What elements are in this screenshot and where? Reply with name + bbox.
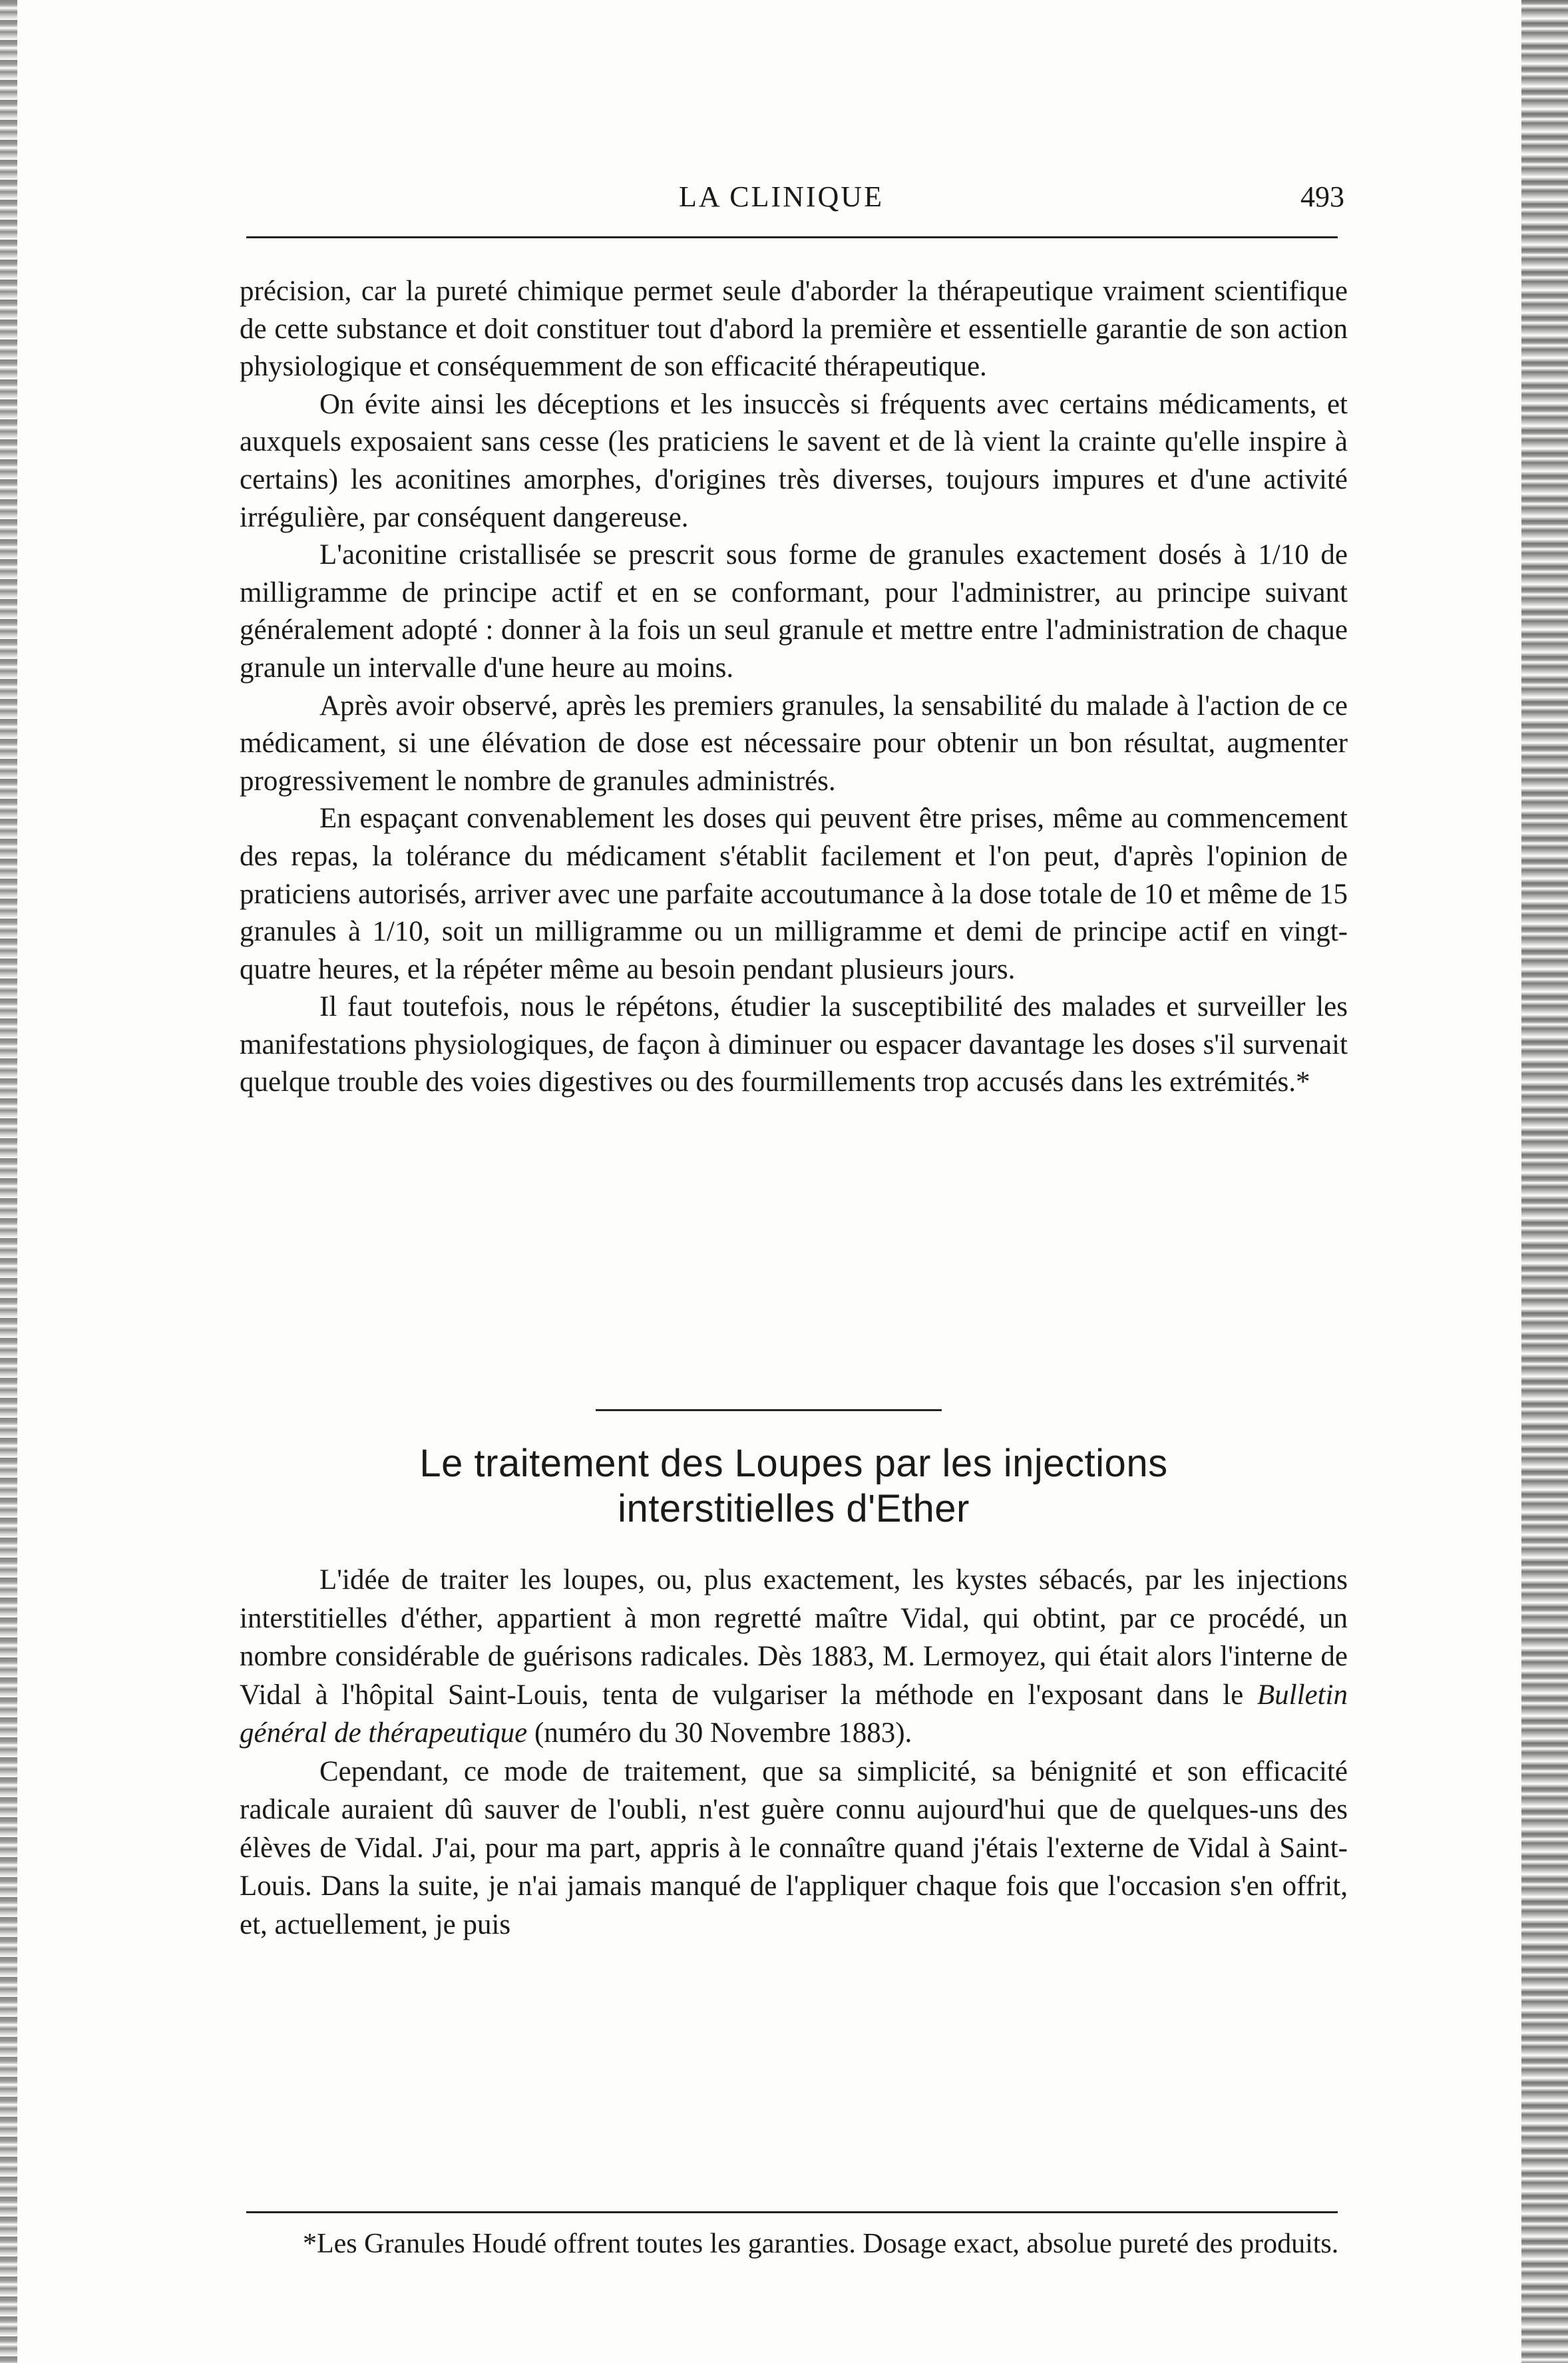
page-header — [240, 180, 1344, 226]
paragraph: Après avoir observé, après les premiers granules, la sensabilité du malade à l'action de ce médicament, si une élévation de dose est nécessaire pour obtenir un bon résultat, augmenter progressivement le nombre de granules administrés. — [240, 690, 1348, 797]
paragraph: Il faut toutefois, nous le répétons, étudier la susceptibilité des malades et surveiller les manifestations physiologiques, de façon à diminuer ou espacer davantage les doses s'il survenait quelque trouble des voies digestives ou des fourmillements trop accusés dans les extrémités.* — [240, 991, 1348, 1098]
paragraph: On évite ainsi les déceptions et les insuccès si fréquents avec certains médicaments, et auxquels exposaient sans cesse (les praticiens le savent et de là vient la crainte qu'elle inspire à certains) les aconitines amorphes, d'origines très diverses, toujours impures et d'une activité irrégulière, par conséquent dangereuse. — [240, 388, 1348, 533]
article-body — [240, 1561, 1348, 1944]
article-paragraph: Cependant, ce mode de traitement, que sa simplicité, sa bénignité et son efficacité radicale auraient dû sauver de l'oubli, n'est guère connu aujourd'hui que de quelques-uns des élèves de Vidal. J'ai, pour ma part, appris à le connaître quand j'étais l'externe de Vidal à Saint-Louis. Dans la suite, je n'ai jamais manqué de l'appliquer chaque fois que l'occasion s'en offrit, et, actuellement, je puis — [240, 1755, 1348, 1940]
footnote — [240, 2225, 1348, 2262]
page-number: 493 — [1300, 180, 1344, 213]
article-title — [240, 1441, 1348, 1532]
scan-edge-left — [0, 0, 17, 2363]
footnote-rule — [246, 2211, 1338, 2213]
paragraph: L'aconitine cristallisée se prescrit sous forme de granules exactement dosés à 1/10 de milligramme de principe actif et en se conformant, pour l'administrer, au principe suivant généralement adopté : donner à la fois un seul granule et mettre entre l'administration de chaque granule un intervalle d'une heure au moins. — [240, 539, 1348, 684]
article-text-span: L'idée de traiter les loupes, ou, plus exactement, les kystes sébacés, par les injections interstitielles d'éther, appartient à mon regretté maître Vidal, qui obtint, par ce procédé, un nombre considérable de guérisons radicales. Dès 1883, M. Lermoyez, qui était alors l'interne de Vidal à l'hôpital Saint-Louis, tenta de vulgariser la méthode en l'exposant dans le — [240, 1564, 1348, 1711]
running-head: LA CLINIQUE — [679, 180, 884, 213]
article-title-line-2: interstitielles d'Ether — [618, 1487, 970, 1530]
header-rule — [246, 236, 1338, 238]
article-paragraph — [240, 1561, 1348, 1753]
scan-edge-right — [1521, 0, 1568, 2363]
article-text-span: (numéro du 30 Novembre 1883). — [527, 1717, 912, 1749]
section-divider — [596, 1409, 942, 1411]
continued-text — [240, 273, 1348, 1102]
footnote-text: *Les Granules Houdé offrent toutes les garanties. Dosage exact, absolue pureté des produits. — [303, 2229, 1339, 2259]
journal-title: Bulletin général de thérapeutique — [240, 1679, 1348, 1749]
paragraph: En espaçant convenablement les doses qui peuvent être prises, même au commencement des repas, la tolérance du médicament s'établit facilement et l'on peut, d'après l'opinion de praticiens autorisés, arriver avec une parfaite accoutumance à la dose totale de 10 et même de 15 granules à 1/10, soit un milligramme ou un milligramme et demi de principe actif en vingt-quatre heures, et la répéter même au besoin pendant plusieurs jours. — [240, 803, 1348, 985]
paragraph: précision, car la pureté chimique permet seule d'aborder la thérapeutique vraiment scientifique de cette substance et doit constituer tout d'abord la première et essentielle garantie de son action physiologique et conséquemment de son efficacité thérapeutique. — [240, 276, 1348, 383]
article-title-line-1: Le traitement des Loupes par les injections — [419, 1442, 1168, 1485]
